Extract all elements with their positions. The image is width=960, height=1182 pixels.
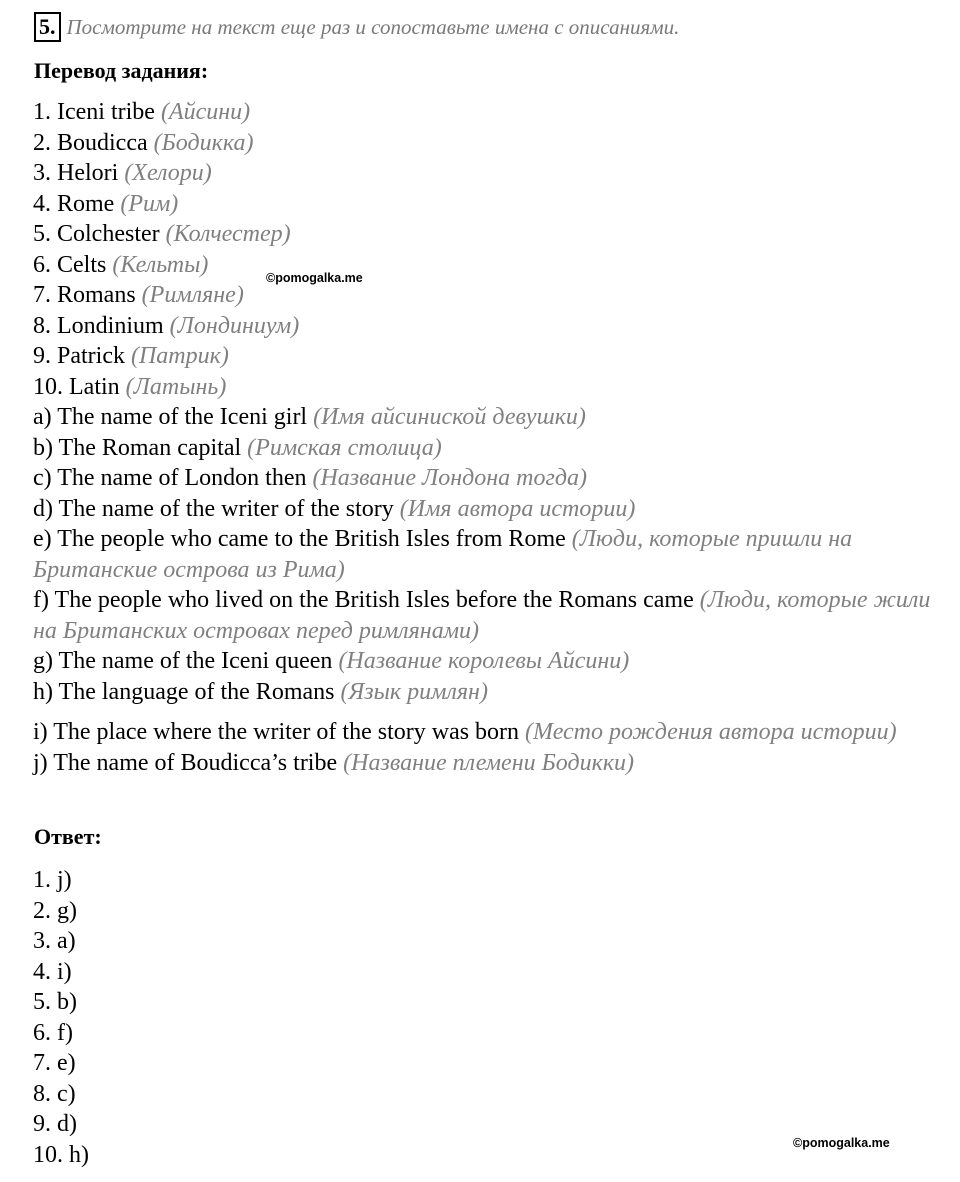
description-item (33, 402, 933, 433)
item-en: 10. Latin (33, 373, 120, 400)
task-instruction: Посмотрите на текст еще раз и сопоставьте имена с описаниями. (66, 14, 680, 39)
answer-item: 2. g) (33, 897, 77, 924)
description-item (33, 463, 933, 494)
description-item (33, 748, 933, 779)
answer-heading: Ответ: (34, 824, 102, 849)
answer-item: 3. a) (33, 928, 76, 954)
description-ru: (Римская столица) (247, 434, 442, 461)
description-item (33, 494, 933, 525)
item-en: 1. Iceni tribe (33, 99, 155, 125)
item-ru: (Бодикка) (153, 129, 254, 156)
item-ru: (Лондиниум) (169, 312, 300, 339)
answer-item: 10. h) (33, 1141, 89, 1168)
description-en: a) The name of the Iceni girl (33, 404, 308, 430)
description-ru: (Люди, которые жили на Британских островах перед римлянами) (33, 587, 931, 644)
description-item (33, 677, 933, 708)
list-item (33, 341, 933, 372)
description-ru: (Имя автора истории) (399, 495, 636, 522)
description-en: b) The Roman capital (33, 434, 242, 461)
description-item (33, 585, 933, 646)
answer-item: 8. c) (33, 1080, 76, 1107)
item-en: 5. Colchester (33, 221, 160, 247)
item-ru: (Рим) (120, 190, 179, 217)
description-item (33, 524, 933, 585)
description-en: j) The name of Boudicca’s tribe (33, 749, 338, 776)
list-item (33, 311, 933, 342)
watermark: ©pomogalka.me (266, 271, 363, 285)
item-en: 8. Londinium (33, 312, 164, 339)
description-ru: (Название Лондона тогда) (312, 465, 588, 491)
item-en: 7. Romans (33, 282, 136, 308)
item-ru: (Римляне) (141, 282, 244, 308)
item-ru: (Айсини) (160, 99, 251, 125)
list-item (33, 128, 933, 159)
description-en: d) The name of the writer of the story (33, 495, 394, 522)
description-ru: (Место рождения автора истории) (525, 719, 897, 745)
content-list (33, 97, 933, 778)
list-item (33, 280, 933, 311)
item-en: 6. Celts (33, 251, 107, 278)
list-item (33, 250, 933, 281)
item-en: 4. Rome (33, 190, 115, 217)
list-item (33, 97, 933, 128)
list-item (33, 372, 933, 403)
translation-heading: Перевод задания: (34, 58, 209, 83)
answer-item: 7. e) (33, 1050, 76, 1076)
list-item (33, 189, 933, 220)
answer-item: 4. i) (33, 958, 72, 985)
item-ru: (Кельты) (112, 251, 209, 278)
watermark: ©pomogalka.me (793, 1136, 890, 1150)
item-ru: (Колчестер) (165, 221, 291, 247)
description-en: f) The people who lived on the British Isles before the Romans came (33, 587, 694, 613)
list-item (33, 219, 933, 250)
answer-item: 5. b) (33, 989, 77, 1015)
task-header (34, 12, 679, 42)
description-en: i) The place where the writer of the story was born (33, 719, 520, 745)
description-en: h) The language of the Romans (33, 678, 335, 705)
description-item (33, 717, 933, 748)
description-ru: (Люди, которые пришли на Британские острова из Рима) (33, 526, 853, 583)
description-en: c) The name of London then (33, 465, 307, 491)
item-en: 3. Helori (33, 160, 119, 186)
description-ru: (Название королевы Айсини) (338, 648, 630, 674)
item-ru: (Патрик) (130, 343, 229, 369)
item-en: 2. Boudicca (33, 129, 148, 156)
item-ru: (Латынь) (125, 373, 227, 400)
description-ru: (Название племени Бодикки) (343, 749, 635, 776)
description-en: g) The name of the Iceni queen (33, 648, 333, 674)
answer-item: 1. j) (33, 867, 72, 893)
task-number: 5. (34, 12, 61, 42)
description-ru: (Язык римлян) (340, 678, 488, 705)
description-en: e) The people who came to the British Isles from Rome (33, 526, 566, 552)
answer-list (33, 865, 933, 1170)
description-item (33, 433, 933, 464)
item-en: 9. Patrick (33, 343, 125, 369)
item-ru: (Хелори) (124, 160, 212, 186)
list-item (33, 158, 933, 189)
description-ru: (Имя айсиниской девушки) (313, 404, 586, 430)
answer-item: 9. d) (33, 1111, 77, 1137)
description-item (33, 646, 933, 677)
answer-item: 6. f) (33, 1019, 73, 1046)
